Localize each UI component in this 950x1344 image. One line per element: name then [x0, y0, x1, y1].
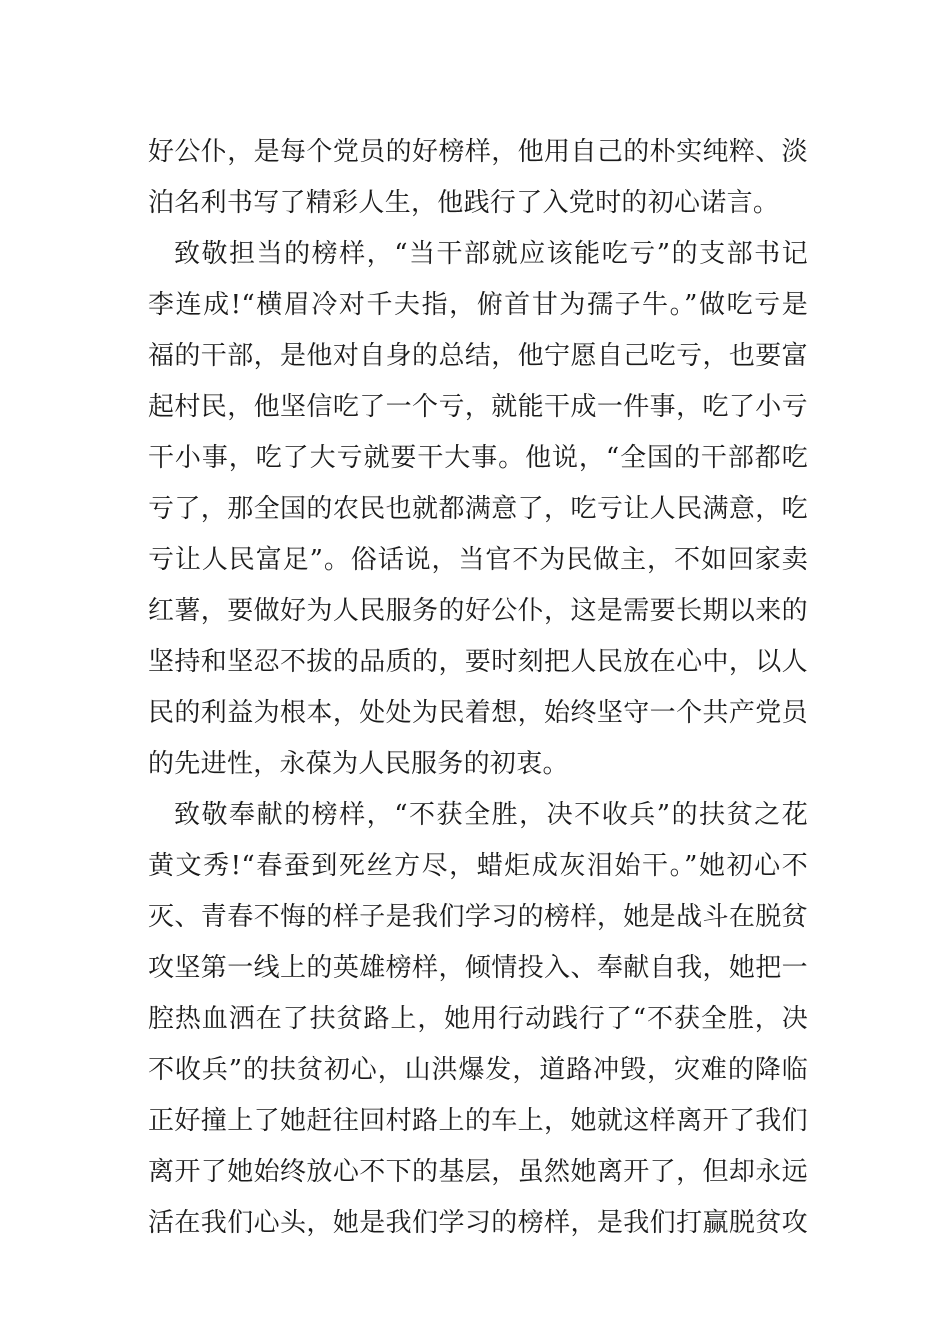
text-line: 腔热血洒在了扶贫路上，她用行动践行了“不获全胜，决	[148, 1004, 808, 1034]
paragraph-1	[148, 127, 808, 229]
text-line: 灭、青春不悔的样子是我们学习的榜样，她是战斗在脱贫	[148, 902, 808, 932]
paragraph-2	[148, 229, 808, 790]
text-line: 红薯，要做好为人民服务的好公仆，这是需要长期以来的	[148, 596, 808, 626]
text-line: 攻坚第一线上的英雄榜样，倾情投入、奉献自我，她把一	[148, 953, 808, 983]
text-line: 李连成!“横眉冷对千夫指，俯首甘为孺子牛。”做吃亏是	[148, 290, 808, 320]
text-line: 亏了，那全国的农民也就都满意了，吃亏让人民满意，吃	[148, 494, 808, 524]
text-line: 好公仆，是每个党员的好榜样，他用自己的朴实纯粹、淡	[148, 137, 808, 167]
text-line: 福的干部，是他对自身的总结，他宁愿自己吃亏，也要富	[148, 341, 808, 371]
text-line: 正好撞上了她赶往回村路上的车上，她就这样离开了我们	[148, 1106, 808, 1136]
text-line: 活在我们心头，她是我们学习的榜样，是我们打赢脱贫攻	[148, 1208, 808, 1238]
paragraph-3	[148, 790, 808, 1249]
text-line: 黄文秀!“春蚕到死丝方尽，蜡炬成灰泪始干。”她初心不	[148, 851, 808, 881]
text-line: 起村民，他坚信吃了一个亏，就能干成一件事，吃了小亏	[148, 392, 808, 422]
text-line: 的先进性，永葆为人民服务的初衷。	[148, 749, 569, 779]
text-line: 致敬担当的榜样，“当干部就应该能吃亏”的支部书记	[174, 239, 808, 269]
text-line: 干小事，吃了大亏就要干大事。他说，“全国的干部都吃	[148, 443, 808, 473]
text-line: 泊名利书写了精彩人生，他践行了入党时的初心诺言。	[148, 188, 780, 218]
text-line: 民的利益为根本，处处为民着想，始终坚守一个共产党员	[148, 698, 808, 728]
text-line: 离开了她始终放心不下的基层，虽然她离开了，但却永远	[148, 1157, 808, 1187]
body-text	[148, 127, 808, 1249]
text-line: 致敬奉献的榜样，“不获全胜，决不收兵”的扶贫之花	[174, 800, 808, 830]
text-line: 亏让人民富足”。俗话说，当官不为民做主，不如回家卖	[148, 545, 808, 575]
text-line: 坚持和坚忍不拔的品质的，要时刻把人民放在心中，以人	[148, 647, 808, 677]
text-line: 不收兵”的扶贫初心，山洪爆发，道路冲毁，灾难的降临	[148, 1055, 808, 1085]
